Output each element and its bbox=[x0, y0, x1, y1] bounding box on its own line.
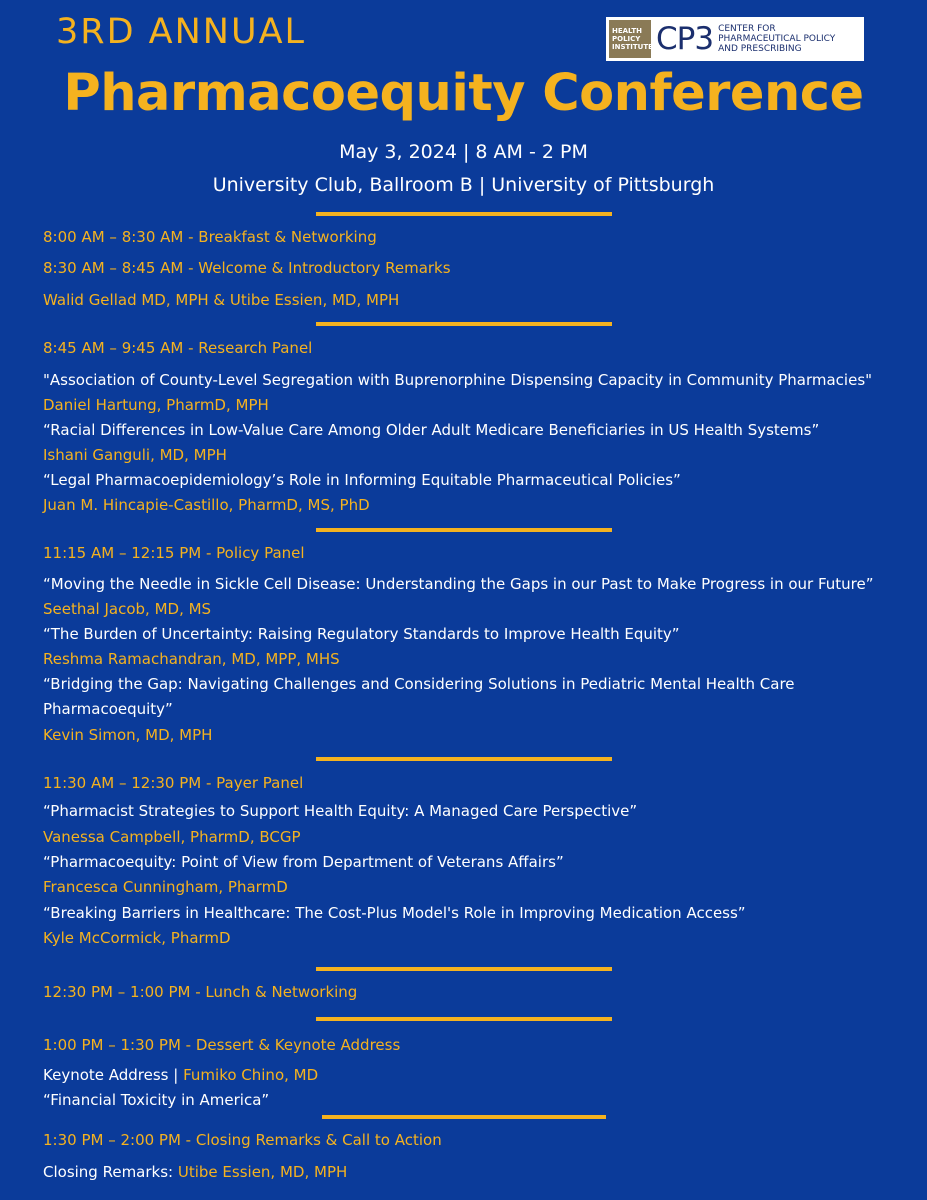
research-talk-title: "Association of County-Level Segregation with Buprenorphine Dispensing Capacity in Community Pharmacies" bbox=[43, 371, 873, 389]
hpi-line: HEALTH bbox=[612, 27, 642, 35]
hpi-line: INSTITUTE bbox=[612, 43, 653, 51]
schedule-item-payer-panel: 11:30 AM – 12:30 PM - Payer Panel bbox=[43, 774, 304, 792]
schedule-item-research-panel: 8:45 AM – 9:45 AM - Research Panel bbox=[43, 339, 313, 357]
closing-speaker: Utibe Essien, MD, MPH bbox=[177, 1163, 348, 1181]
closing-label: Closing Remarks: bbox=[43, 1163, 178, 1181]
annual-label: 3RD ANNUAL bbox=[56, 12, 307, 52]
event-venue: University Club, Ballroom B | University of Pittsburgh bbox=[212, 174, 715, 196]
keynote-label: Keynote Address | bbox=[43, 1066, 184, 1084]
schedule-item-welcome: 8:30 AM – 8:45 AM - Welcome & Introductory Remarks bbox=[43, 259, 451, 277]
policy-talk-title-continued: Pharmacoequity” bbox=[43, 700, 173, 718]
center-line: PHARMACEUTICAL POLICY bbox=[718, 34, 836, 44]
section-divider bbox=[316, 528, 612, 532]
section-divider bbox=[316, 967, 612, 971]
schedule-item-breakfast: 8:00 AM – 8:30 AM - Breakfast & Networking bbox=[43, 228, 377, 246]
welcome-speakers: Walid Gellad MD, MPH & Utibe Essien, MD, MPH bbox=[43, 291, 400, 309]
schedule-item-keynote: 1:00 PM – 1:30 PM - Dessert & Keynote Address bbox=[43, 1036, 401, 1054]
center-line: CENTER FOR bbox=[718, 24, 776, 34]
center-line: AND PRESCRIBING bbox=[718, 44, 802, 54]
policy-speaker: Reshma Ramachandran, MD, MPP, MHS bbox=[43, 650, 340, 668]
section-divider bbox=[322, 1115, 606, 1119]
section-divider bbox=[316, 757, 612, 761]
policy-speaker: Kevin Simon, MD, MPH bbox=[43, 726, 213, 744]
cp3-center-name bbox=[718, 24, 835, 54]
closing-line bbox=[43, 1162, 347, 1182]
schedule-item-lunch: 12:30 PM – 1:00 PM - Lunch & Networking bbox=[43, 983, 358, 1001]
payer-talk-title: “Breaking Barriers in Healthcare: The Cost-Plus Model's Role in Improving Medication Access” bbox=[43, 904, 746, 922]
research-talk-title: “Racial Differences in Low-Value Care Among Older Adult Medicare Beneficiaries in US Health Systems” bbox=[43, 421, 820, 439]
payer-talk-title: “Pharmacoequity: Point of View from Department of Veterans Affairs” bbox=[43, 853, 564, 871]
research-speaker: Ishani Ganguli, MD, MPH bbox=[43, 446, 227, 464]
event-date: May 3, 2024 | 8 AM - 2 PM bbox=[339, 141, 588, 163]
payer-speaker: Francesca Cunningham, PharmD bbox=[43, 878, 288, 896]
cp3-wordmark: CP3 bbox=[656, 21, 714, 57]
keynote-title: “Financial Toxicity in America” bbox=[43, 1091, 270, 1109]
research-speaker: Daniel Hartung, PharmD, MPH bbox=[43, 396, 269, 414]
schedule-item-policy-panel: 11:15 AM – 12:15 PM - Policy Panel bbox=[43, 544, 305, 562]
policy-speaker: Seethal Jacob, MD, MS bbox=[43, 600, 212, 618]
cp3-logo bbox=[606, 17, 864, 61]
payer-speaker: Vanessa Campbell, PharmD, BCGP bbox=[43, 828, 301, 846]
hpi-line: POLICY bbox=[612, 35, 641, 43]
payer-speaker: Kyle McCormick, PharmD bbox=[43, 929, 231, 947]
policy-talk-title: “Moving the Needle in Sickle Cell Disease: Understanding the Gaps in our Past to Make Progress in our Future” bbox=[43, 575, 874, 593]
hpi-logo-mark bbox=[609, 20, 651, 58]
policy-talk-title: “The Burden of Uncertainty: Raising Regulatory Standards to Improve Health Equity” bbox=[43, 625, 680, 643]
payer-talk-title: “Pharmacist Strategies to Support Health Equity: A Managed Care Perspective” bbox=[43, 802, 638, 820]
section-divider bbox=[316, 1017, 612, 1021]
keynote-line bbox=[43, 1065, 318, 1085]
section-divider bbox=[316, 212, 612, 216]
policy-talk-title: “Bridging the Gap: Navigating Challenges and Considering Solutions in Pediatric Mental Health Care bbox=[43, 675, 795, 693]
keynote-speaker: Fumiko Chino, MD bbox=[183, 1066, 319, 1084]
research-talk-title: “Legal Pharmacoepidemiology’s Role in Informing Equitable Pharmaceutical Policies” bbox=[43, 471, 681, 489]
conference-title: Pharmacoequity Conference bbox=[63, 64, 864, 123]
schedule-item-closing: 1:30 PM – 2:00 PM - Closing Remarks & Call to Action bbox=[43, 1131, 442, 1149]
research-speaker: Juan M. Hincapie-Castillo, PharmD, MS, PhD bbox=[43, 496, 370, 514]
section-divider bbox=[316, 322, 612, 326]
